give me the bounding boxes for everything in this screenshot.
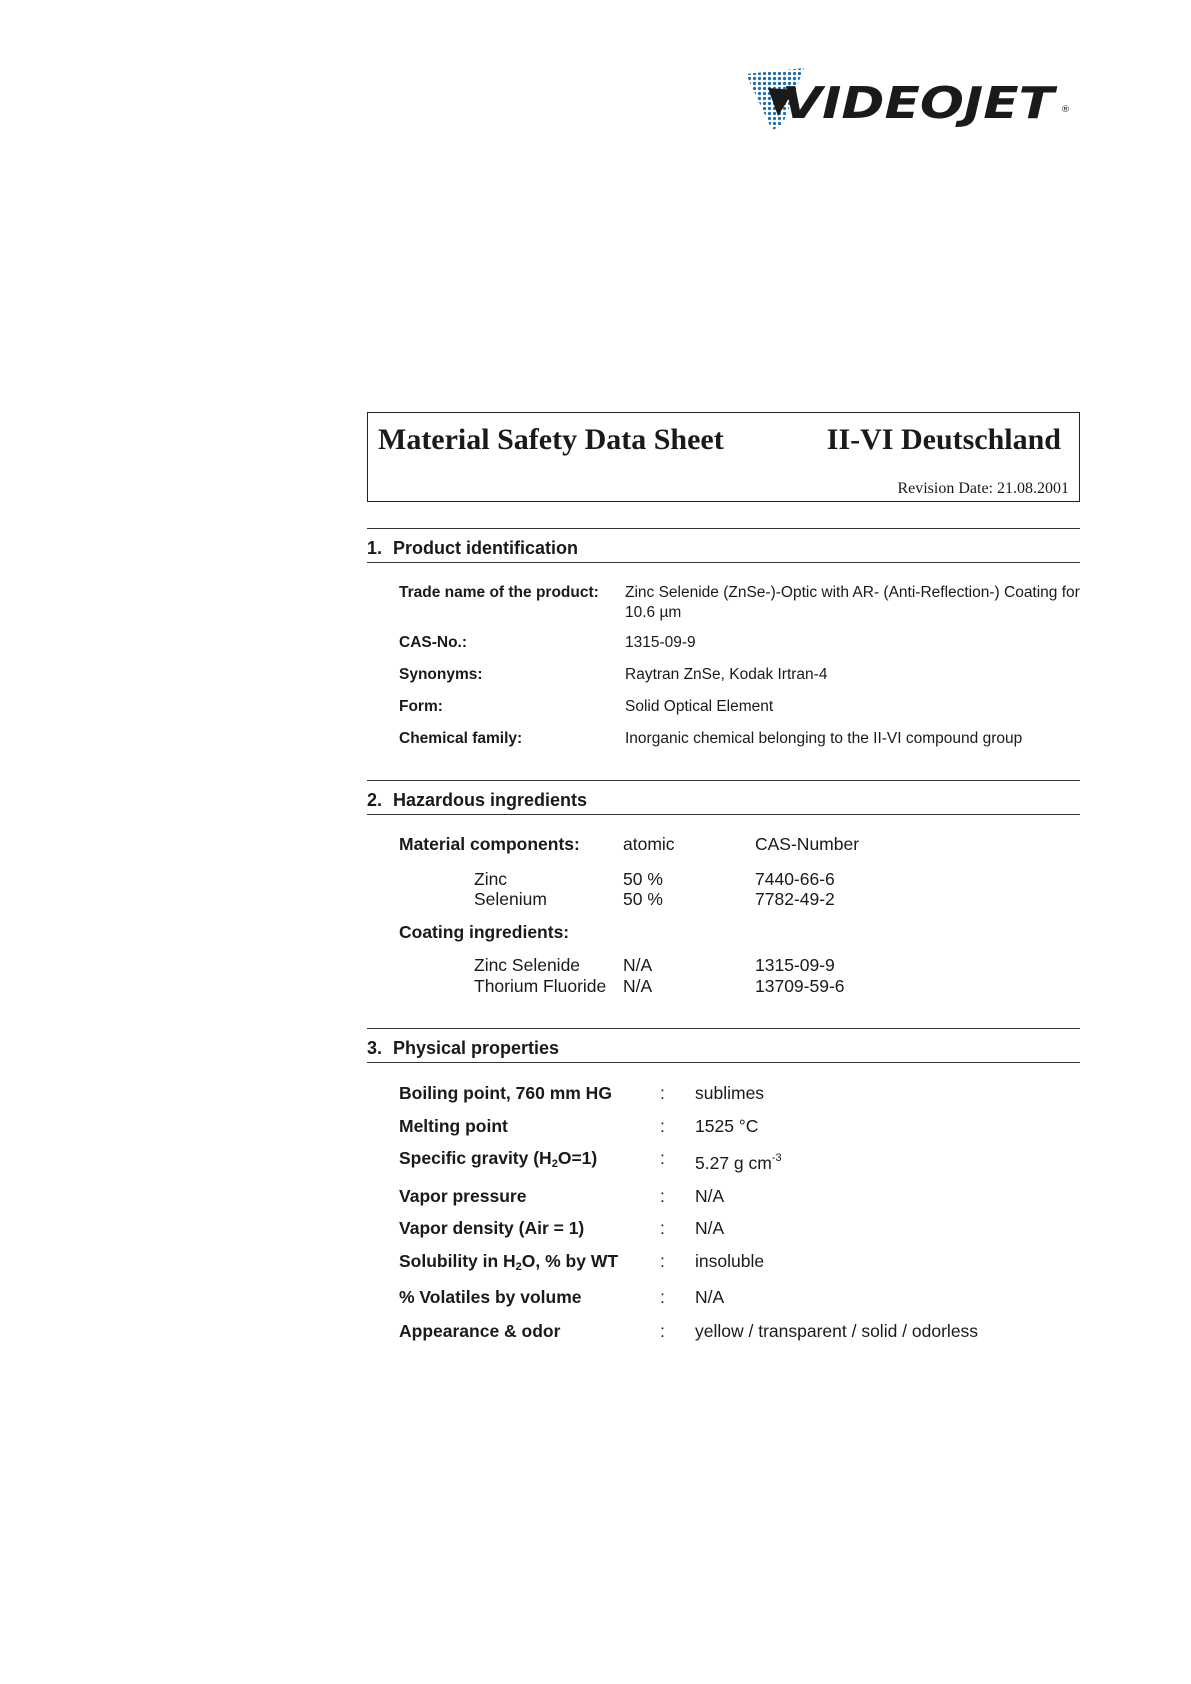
material-name: Selenium [474,889,547,909]
solubility-label: Solubility in $H_2O$, % by WT [399,1251,619,1273]
form-value: Solid Optical Element [625,698,774,715]
vapor-pressure-label: Vapor pressure [399,1186,527,1206]
company-name: II-VI Deutschland [826,423,1061,456]
coating-cas: 13709-59-6 [755,976,845,996]
vapor-density-value: N/A [695,1218,725,1238]
vapor-pressure-value: N/A [695,1186,725,1206]
document-title: Material Safety Data Sheet [378,423,724,456]
revision-date: Revision Date: 21.08.2001 [897,480,1069,497]
logo-registered-mark: ® [1061,105,1070,115]
section-3-top-rule [367,1028,1080,1029]
coating-cas: 1315-09-9 [755,955,835,975]
melting-point-value: 1525 °C [695,1116,759,1136]
section-3-title-text: Physical properties [393,1038,560,1058]
specific-gravity-label: Specific gravity $(H_2O=1)$ [399,1148,598,1170]
section-1-title [367,538,578,559]
msds-header-box [367,412,1080,502]
section-1-top-rule [367,528,1080,529]
section-2-bottom-rule [367,814,1080,815]
property-colon: : [660,1083,665,1103]
form-label: Form: [399,698,443,715]
section-1-number: 1. [367,538,383,558]
solubility-value: insoluble [695,1251,765,1271]
appearance-odor-value: yellow / transparent / solid / odorless [695,1321,979,1341]
section-1-title-text: Product identification [393,538,579,558]
material-cas: 7440-66-6 [755,869,835,889]
coating-name: Zinc Selenide [474,955,581,975]
atomic-column-header: atomic [623,834,675,854]
coating-name: Thorium Fluoride [474,976,607,996]
material-cas: 7782-49-2 [755,889,835,909]
coating-ingredients-label: Coating ingredients: [399,922,570,942]
property-colon: : [660,1321,665,1341]
boiling-point-label: Boiling point, 760 mm HG [399,1083,612,1103]
synonyms-label: Synonyms: [399,666,483,683]
section-2-title [367,790,587,811]
logo-wordmark: VIDEOJET [782,78,1058,129]
coating-atomic: N/A [623,976,653,996]
specific-gravity-value: 5.27 g $cm^{-3}$ [695,1152,782,1173]
section-2-top-rule [367,780,1080,781]
section-3-number: 3. [367,1038,383,1058]
cas-no-value: 1315-09-9 [625,634,696,651]
boiling-point-value: sublimes [695,1083,765,1103]
material-atomic: 50 % [623,869,663,889]
trade-name-label: Trade name of the product: [399,584,599,601]
material-atomic: 50 % [623,889,663,909]
chemical-family-value: Inorganic chemical belonging to the II-VI compound group [625,730,1023,747]
synonyms-value: Raytran ZnSe, Kodak Irtran-4 [625,666,828,683]
cas-number-column-header: CAS-Number [755,834,860,854]
cas-no-label: CAS-No.: [399,634,468,651]
property-colon: : [660,1218,665,1238]
vapor-density-label: Vapor density (Air = 1) [399,1218,585,1238]
volatiles-label: % Volatiles by volume [399,1287,582,1307]
section-3-bottom-rule [367,1062,1080,1063]
section-1-bottom-rule [367,562,1080,563]
property-colon: : [660,1116,665,1136]
property-colon: : [660,1251,665,1271]
melting-point-label: Melting point [399,1116,508,1136]
videojet-logo [742,66,1086,132]
appearance-odor-label: Appearance & odor [399,1321,561,1341]
chemical-family-label: Chemical family: [399,730,523,747]
material-name: Zinc [474,869,508,889]
section-2-number: 2. [367,790,383,810]
material-components-label: Material components: [399,834,580,854]
property-colon: : [660,1148,665,1168]
coating-atomic: N/A [623,955,653,975]
section-2-title-text: Hazardous ingredients [393,790,588,810]
trade-name-value: Zinc Selenide (ZnSe-)-Optic with AR- (Anti-Reflection-) Coating for 10.6 µm [625,584,1080,621]
property-colon: : [660,1186,665,1206]
volatiles-value: N/A [695,1287,725,1307]
section-3-title [367,1038,559,1059]
property-colon: : [660,1287,665,1307]
